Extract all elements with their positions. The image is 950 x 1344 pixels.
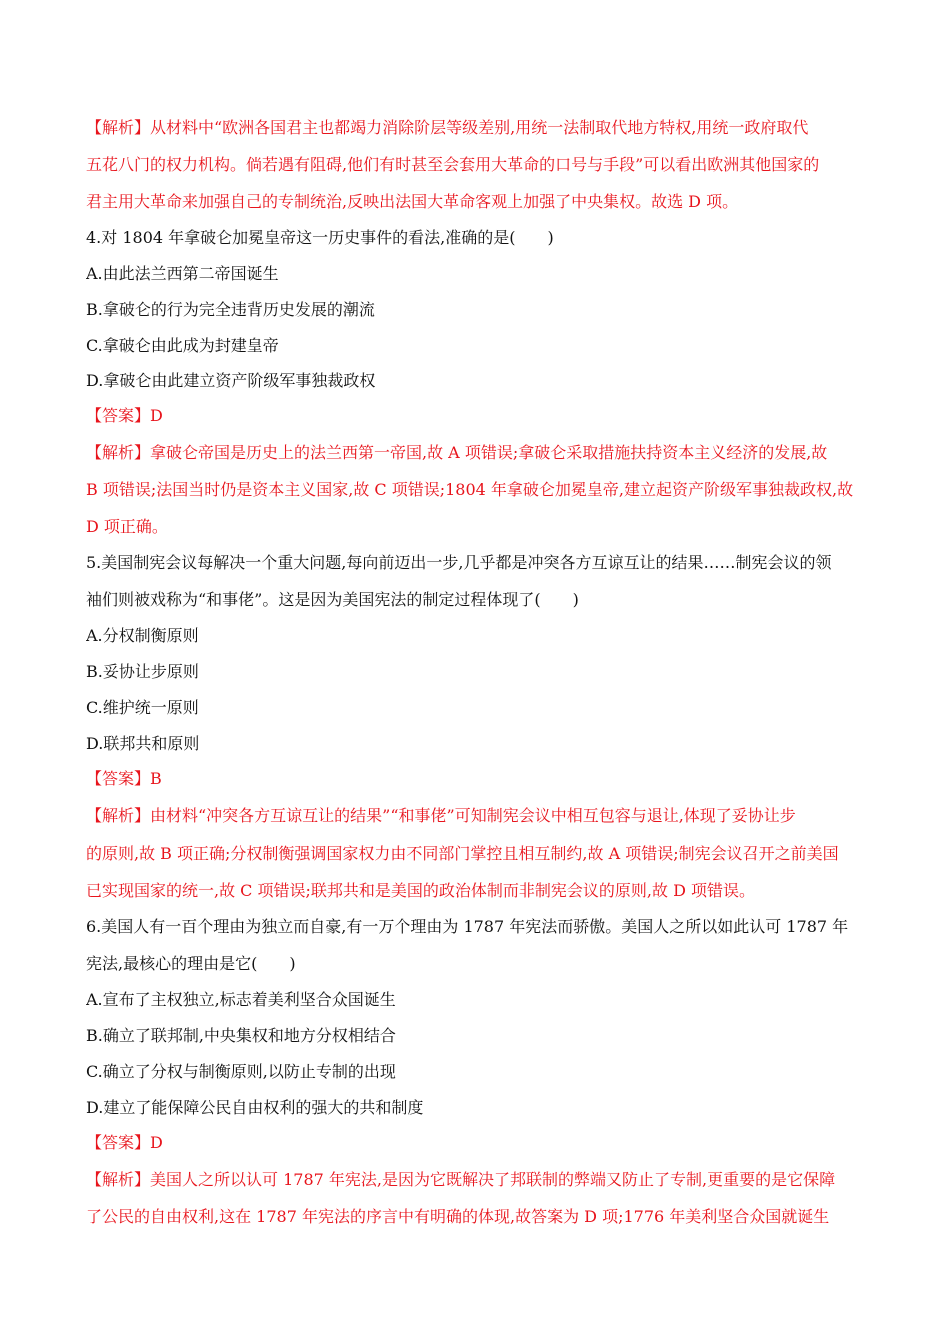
option-c: C.确立了分权与制衡原则,以防止专制的出现 bbox=[86, 1062, 396, 1081]
analysis-line: 五花八门的权力机构。倘若遇有阻碍,他们有时甚至会套用大革命的口号与手段”可以看出欧洲其他国家的 bbox=[86, 155, 820, 174]
question-stem: 5.美国制宪会议每解决一个重大问题,每向前迈出一步,几乎都是冲突各方互谅互让的结果……制宪会议的领 bbox=[86, 553, 832, 572]
option-d: D.建立了能保障公民自由权利的强大的共和制度 bbox=[86, 1098, 424, 1117]
option-b: B.妥协让步原则 bbox=[86, 662, 199, 681]
option-b: B.拿破仑的行为完全违背历史发展的潮流 bbox=[86, 300, 375, 319]
analysis-line: D 项正确。 bbox=[86, 517, 168, 536]
option-a: A.分权制衡原则 bbox=[86, 626, 199, 645]
analysis-line: 了公民的自由权利,这在 1787 年宪法的序言中有明确的体现,故答案为 D 项;1776 年美利坚合众国就诞生 bbox=[86, 1207, 830, 1226]
answer-label: 【答案】B bbox=[86, 769, 162, 788]
question-stem: 4.对 1804 年拿破仑加冕皇帝这一历史事件的看法,准确的是( ) bbox=[86, 228, 554, 247]
analysis-line: B 项错误;法国当时仍是资本主义国家,故 C 项错误;1804 年拿破仑加冕皇帝,建立起资产阶级军事独裁政权,故 bbox=[86, 480, 854, 499]
analysis-line: 【解析】从材料中“欧洲各国君主也都竭力消除阶层等级差别,用统一法制取代地方特权,用统一政府取代 bbox=[86, 118, 809, 137]
analysis-line: 的原则,故 B 项正确;分权制衡强调国家权力由不同部门掌控且相互制约,故 A 项错误;制宪会议召开之前美国 bbox=[86, 844, 839, 863]
analysis-line: 已实现国家的统一,故 C 项错误;联邦共和是美国的政治体制而非制宪会议的原则,故 D 项错误。 bbox=[86, 881, 755, 900]
option-d: D.拿破仑由此建立资产阶级军事独裁政权 bbox=[86, 371, 376, 390]
question-stem: 宪法,最核心的理由是它( ) bbox=[86, 954, 296, 973]
question-stem: 袖们则被戏称为“和事佬”。这是因为美国宪法的制定过程体现了( ) bbox=[86, 590, 579, 609]
analysis-line: 君主用大革命来加强自己的专制统治,反映出法国大革命客观上加强了中央集权。故选 D 项。 bbox=[86, 192, 739, 211]
analysis-line: 【解析】由材料“冲突各方互谅互让的结果”“和事佬”可知制宪会议中相互包容与退让,体现了妥协让步 bbox=[86, 806, 796, 825]
question-stem: 6.美国人有一百个理由为独立而自豪,有一万个理由为 1787 年宪法而骄傲。美国人之所以如此认可 1787 年 bbox=[86, 917, 849, 936]
answer-label: 【答案】D bbox=[86, 406, 163, 425]
answer-label: 【答案】D bbox=[86, 1133, 163, 1152]
option-d: D.联邦共和原则 bbox=[86, 734, 200, 753]
option-c: C.维护统一原则 bbox=[86, 698, 199, 717]
option-a: A.宣布了主权独立,标志着美利坚合众国诞生 bbox=[86, 990, 396, 1009]
analysis-line: 【解析】拿破仑帝国是历史上的法兰西第一帝国,故 A 项错误;拿破仑采取措施扶持资本主义经济的发展,故 bbox=[86, 443, 828, 462]
option-b: B.确立了联邦制,中央集权和地方分权相结合 bbox=[86, 1026, 396, 1045]
option-a: A.由此法兰西第二帝国诞生 bbox=[86, 264, 279, 283]
analysis-line: 【解析】美国人之所以认可 1787 年宪法,是因为它既解决了邦联制的弊端又防止了专制,更重要的是它保障 bbox=[86, 1170, 836, 1189]
option-c: C.拿破仑由此成为封建皇帝 bbox=[86, 336, 279, 355]
